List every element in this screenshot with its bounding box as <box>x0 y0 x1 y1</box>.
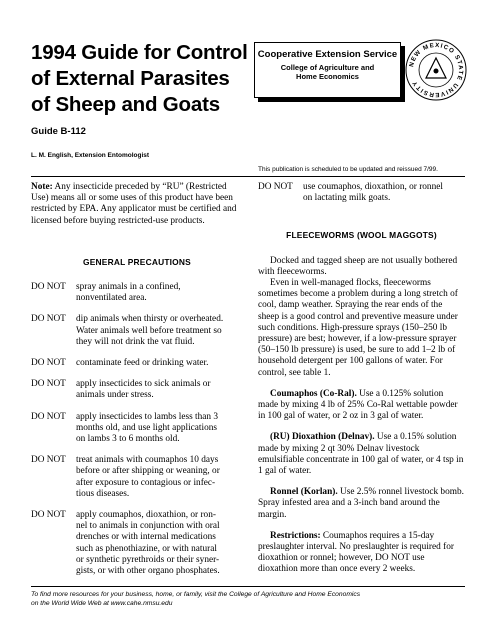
title-line-3: of Sheep and Goats <box>31 93 220 116</box>
coumaphos-label: Coumaphos (Co-Ral). <box>270 388 357 399</box>
right-column <box>258 182 465 576</box>
do-not-label: DO NOT <box>31 314 66 325</box>
footer-note <box>31 591 471 608</box>
line: nel to animals in conjunction with oral <box>76 521 220 532</box>
do-not-label: DO NOT <box>31 358 66 369</box>
header-divider <box>31 176 465 177</box>
extension-service-title: Cooperative Extension Service <box>257 49 398 60</box>
list-item <box>31 358 243 369</box>
extension-service-box <box>254 42 401 98</box>
line: apply coumaphos, dioxathion, or ron- <box>76 510 216 521</box>
restrictions-text: Coumaphos requires a 15-day preslaughter interval. No preslaughter is required for dioxathion or ronnel; however, DO NOT use dioxathion more than once every 2 weeks. <box>258 530 454 575</box>
precautions-list <box>31 282 243 577</box>
line: before or after shipping or weaning, or <box>76 466 220 477</box>
line: dip animals when thirsty or overheated. <box>76 314 224 325</box>
line: apply insecticides to lambs less than 3 <box>76 411 219 422</box>
line: or synthetic pyrethroids or their syner- <box>76 554 220 565</box>
line: drenches or with internal medications <box>76 532 216 543</box>
ronnel-paragraph <box>258 487 465 521</box>
note-label: Note: <box>31 182 53 192</box>
footer-line-1: To find more resources for your business, home, or family, visit the College of Agriculture and Home Economics <box>31 591 361 598</box>
do-not-label: DO NOT <box>258 182 293 192</box>
coumaphos-text: Use a 0.125% solution made by mixing 4 lb of 25% Co-Ral wettable powder in 100 gal of water, or 2 oz in 3 gal of water. <box>258 388 458 422</box>
update-notice: This publication is scheduled to be updated and reissued 7/99. <box>258 166 438 173</box>
line: months old, and use light applications <box>76 422 217 433</box>
seal-text: NEW MEXICO STATE UNIVERSITY <box>408 41 465 99</box>
author-line: L. M. English, Extension Entomologist <box>31 152 150 159</box>
document-title <box>31 40 261 118</box>
note-text: Any insecticide preceded by “RU” (Restricted Use) means all or some uses of this product have been restricted by EPA. Any applicator must be certified and licensed before buying restricted-use products. <box>31 182 237 226</box>
list-item <box>258 182 465 204</box>
guide-number: Guide B-112 <box>31 126 86 137</box>
line: such as phenothiazine, or with natural <box>76 543 217 554</box>
line: they will not drink the vat fluid. <box>76 336 195 347</box>
fleeceworms-heading: FLEECEWORMS (WOOL MAGGOTS) <box>286 230 437 241</box>
precaution-text <box>76 379 243 401</box>
ronnel-label: Ronnel (Korlan). <box>270 487 338 498</box>
dioxathion-label: (RU) Dioxathion (Delnav). <box>270 432 375 443</box>
left-column <box>31 182 243 587</box>
list-item <box>31 379 243 401</box>
line: contaminate feed or drinking water. <box>76 358 209 369</box>
fleeceworms-conditions: Even in well-managed flocks, fleeceworms sometimes become a problem during a long stretch of cool, damp weather. Spraying the rear ends of the sheep is a good control and preventive measure under such conditions. High-pressure sprays (150–250 lb pressure) are best; however, if a low-pressure sprayer (50–150 lb pressure) is used, be sure to add 1–2 lb of household detergent per 100 gallons of water. For control, see table 1. <box>258 278 458 378</box>
do-not-label: DO NOT <box>31 282 66 293</box>
precaution-text <box>76 282 243 304</box>
list-item <box>31 314 243 348</box>
restrictions-paragraph <box>258 531 465 576</box>
dioxathion-paragraph <box>258 432 465 477</box>
line: after exposure to contagious or infec- <box>76 477 216 488</box>
line: animals under stress. <box>76 390 154 401</box>
line: nonventilated area. <box>76 293 147 304</box>
precaution-text <box>76 358 243 369</box>
line: Water animals well before treatment so <box>76 325 222 336</box>
restricted-use-note <box>31 182 243 227</box>
line: use coumaphos, dioxathion, or ronnel <box>303 182 443 192</box>
do-not-label: DO NOT <box>31 411 66 422</box>
general-precautions-heading: GENERAL PRECAUTIONS <box>83 256 191 267</box>
title-line-1: 1994 Guide for Control <box>31 41 248 64</box>
fleeceworms-intro: Docked and tagged sheep are not usually bothered with fleeceworms. <box>258 255 458 277</box>
line: gists, or with other organo phosphates. <box>76 566 220 577</box>
college-line-2: Home Economics <box>296 72 359 81</box>
precaution-text <box>76 314 243 348</box>
line: apply insecticides to sick animals or <box>76 379 211 390</box>
precaution-text <box>76 510 243 577</box>
list-item <box>31 282 243 304</box>
line: on lactating milk goats. <box>303 193 391 204</box>
footer-divider <box>31 586 465 587</box>
extension-service-subtitle <box>255 63 400 81</box>
line: treat animals with coumaphos 10 days <box>76 455 219 466</box>
coumaphos-paragraph <box>258 389 465 423</box>
restrictions-label: Restrictions: <box>270 530 321 541</box>
university-seal-logo <box>404 38 468 102</box>
ronnel-text: Use 2.5% ronnel livestock bomb. Spray infested area and a 3-inch band around the margin. <box>258 487 464 520</box>
dioxathion-text: Use a 0.15% solution made by mixing 2 qt 30% Delnav livestock emulsifiable concentrate in 100 gal of water, or 4 tsp in 1 gal of water. <box>258 432 464 477</box>
do-not-label: DO NOT <box>31 379 66 390</box>
title-line-2: of External Parasites <box>31 67 230 90</box>
line: spray animals in a confined, <box>76 282 181 293</box>
line: on lambs 3 to 6 months old. <box>76 434 180 445</box>
list-item <box>31 412 243 446</box>
list-item <box>31 455 243 500</box>
line: tious diseases. <box>76 488 130 499</box>
precaution-text <box>76 455 243 500</box>
do-not-label: DO NOT <box>31 510 66 521</box>
footer-line-2: on the World Wide Web at www.cahe.nmsu.edu <box>31 599 173 607</box>
college-line-1: College of Agriculture and <box>280 63 375 72</box>
do-not-label: DO NOT <box>31 455 66 466</box>
list-item <box>31 510 243 577</box>
precaution-text <box>303 182 465 204</box>
precaution-text <box>76 412 243 446</box>
